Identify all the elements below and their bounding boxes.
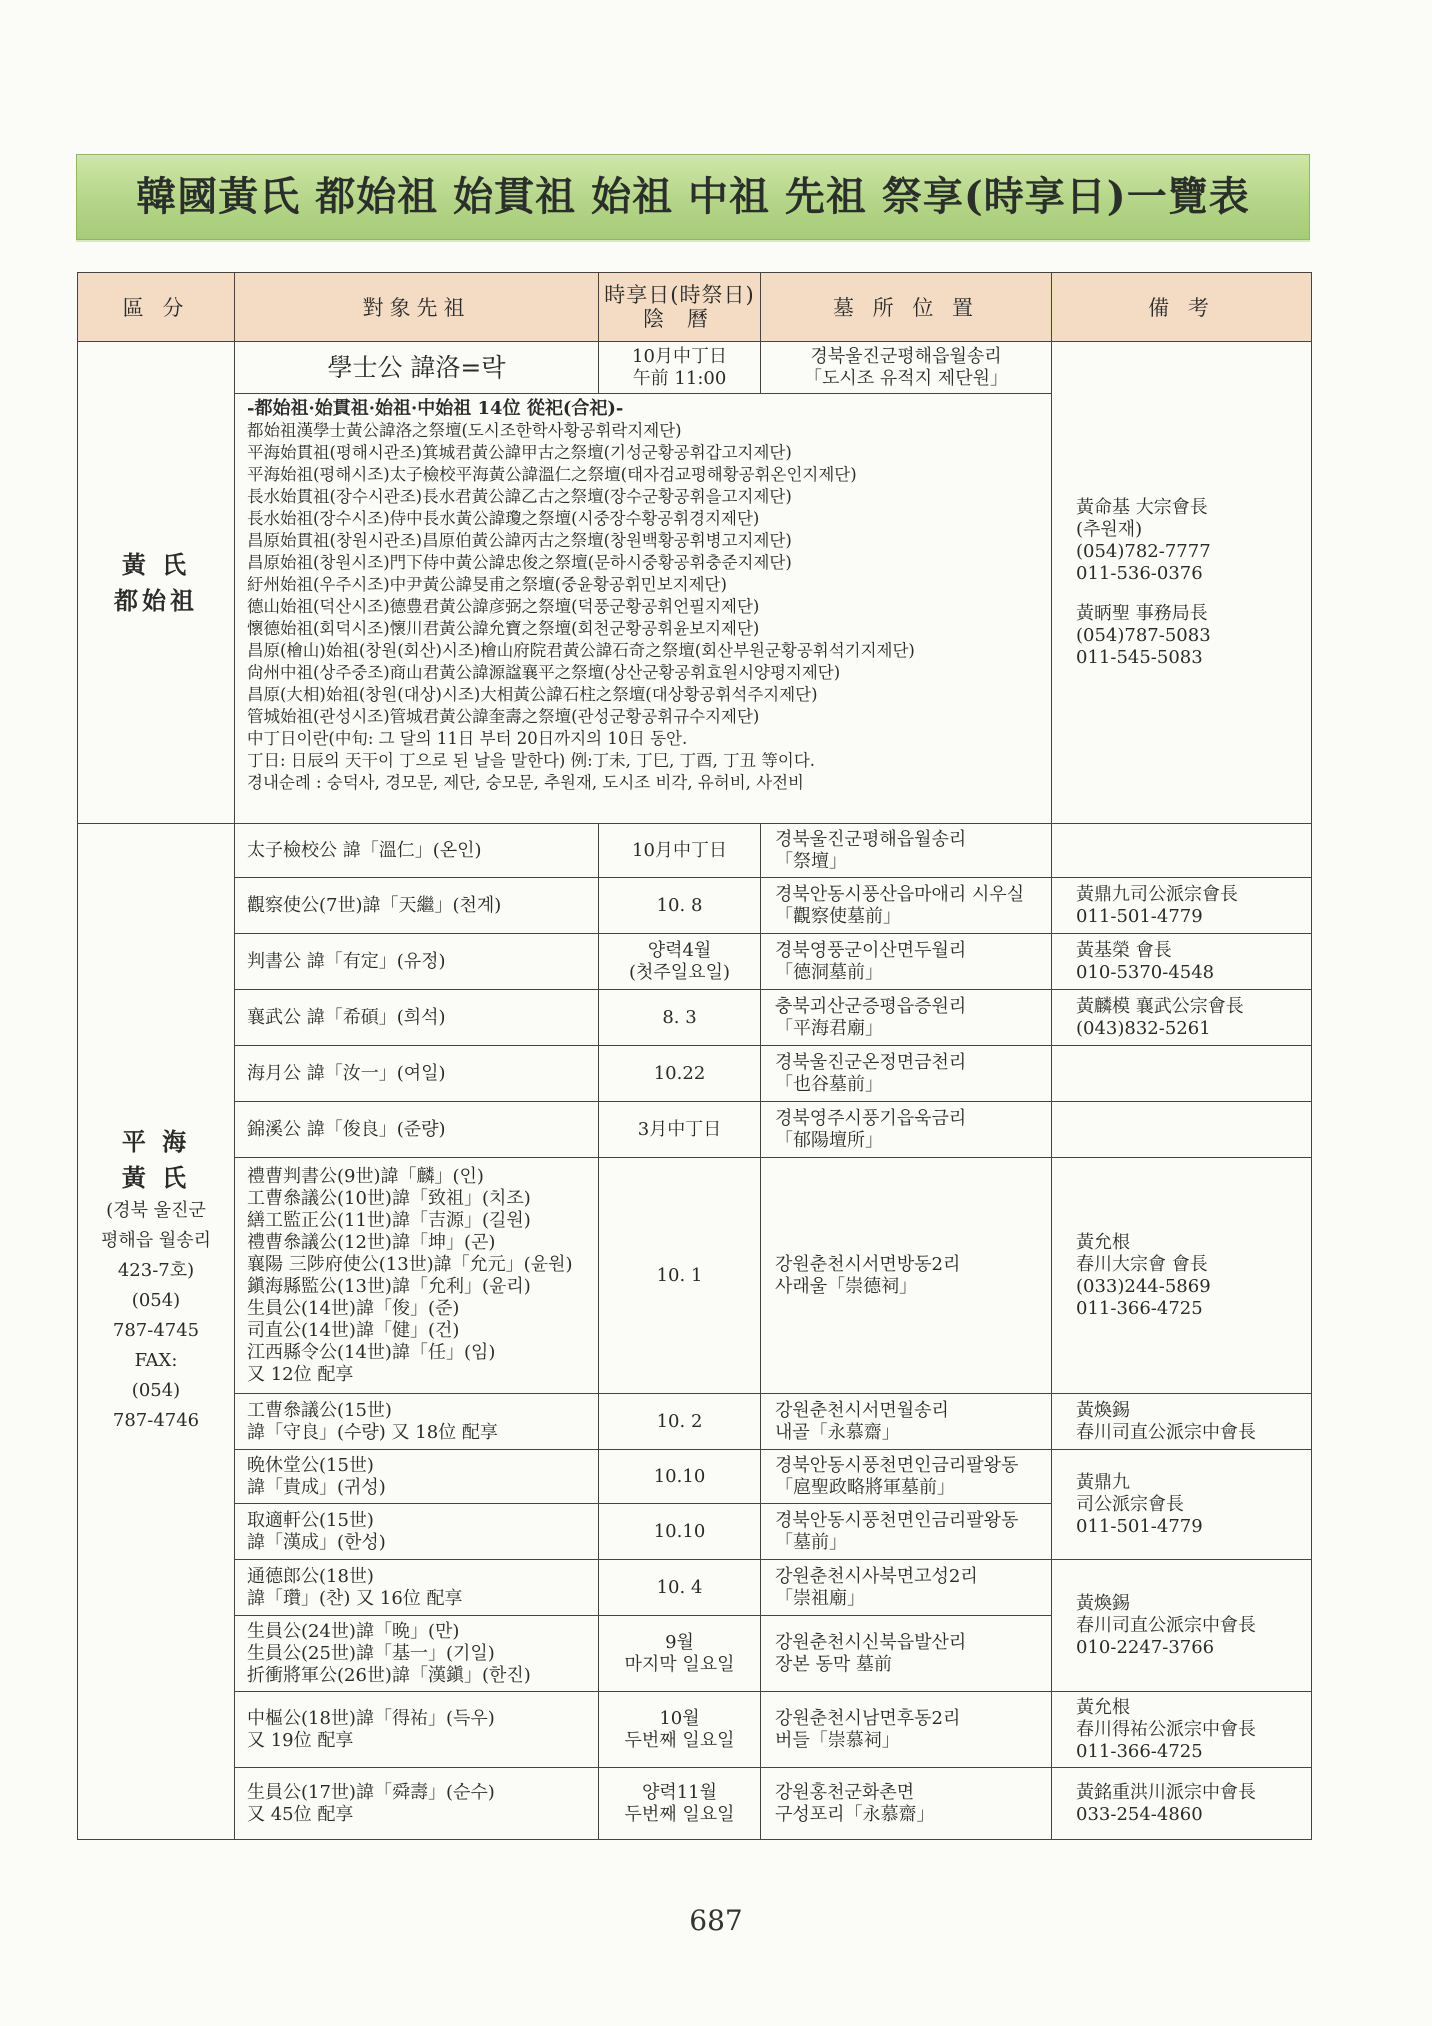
note-line: 中丁日이란(中旬: 그 달의 11日 부터 20日까지의 10日 동안. xyxy=(247,729,688,748)
row-location-line: 경북영풍군이산면두월리 xyxy=(775,939,967,961)
list-item: 都始祖漢學士黃公諱洛之祭壇(도시조한학사황공휘락지제단) xyxy=(247,421,682,440)
row-location-line: 「扈聖政略將軍墓前」 xyxy=(775,1476,955,1498)
row-location-line: 사래울「崇德祠」 xyxy=(775,1275,918,1297)
section-pyeonghae-address: (경북 울진군 xyxy=(106,1200,206,1221)
row-ancestor xyxy=(235,1394,599,1450)
row-location xyxy=(761,990,1052,1046)
row-location-line: 내골「永慕齋」 xyxy=(775,1421,900,1443)
row-location-line: 경북안동시풍산읍마애리 시우실 xyxy=(775,883,1025,905)
row-remarks-line: 黃允根 xyxy=(1076,1231,1130,1253)
row-location-line: 「郁陽壇所」 xyxy=(775,1129,883,1151)
row-remarks xyxy=(1052,878,1312,934)
row-remarks xyxy=(1052,1158,1312,1394)
row-ancestor-line: 生員公(14世)諱「俊」(준) xyxy=(247,1297,460,1319)
row-location-line: 강원춘천시신북읍발산리 xyxy=(775,1631,967,1653)
list-item: 平海始祖(평해시조)太子檢校平海黃公諱溫仁之祭壇(태자검교평해황공휘온인지제단) xyxy=(247,465,857,484)
header-location: 墓 所 位 置 xyxy=(761,273,1052,342)
hwang-row1-ancestor: 學士公 諱洛=락 xyxy=(235,342,599,394)
hwang-remarks-p2-mobile: 011-545-5083 xyxy=(1076,646,1203,668)
row-date-line: 10. 8 xyxy=(656,894,703,916)
row-location-line: 「崇祖廟」 xyxy=(775,1587,865,1609)
row-ancestor xyxy=(235,878,599,934)
row-ancestor-line: 禮曹叅議公(12世)諱「坤」(곤) xyxy=(247,1231,496,1253)
row-ancestor-line: 折衝將軍公(26世)諱「漢鎭」(한진) xyxy=(247,1664,531,1686)
hwang-row1-location xyxy=(761,342,1052,394)
row-ancestor-line: 又 12位 配享 xyxy=(247,1363,354,1385)
row-remarks-line: 黃煥錫 xyxy=(1076,1399,1130,1421)
row-location-line: 「觀察使墓前」 xyxy=(775,905,901,927)
section-pyeonghae-title: 黃 氏 xyxy=(121,1163,191,1192)
row-ancestor xyxy=(235,1692,599,1768)
header-row xyxy=(78,273,1312,342)
row-date-line: 10월 xyxy=(659,1707,700,1729)
row-remarks xyxy=(1052,1692,1312,1768)
row-ancestor-line: 通德郎公(18世) xyxy=(247,1565,374,1587)
row-date-line: 양력4월 xyxy=(647,939,712,961)
row-ancestor-line: 中樞公(18世)諱「得祐」(득우) xyxy=(247,1707,495,1729)
row-location xyxy=(761,1616,1052,1692)
list-item: 紆州始祖(우주시조)中尹黃公諱旻甫之祭壇(중윤황공휘민보지제단) xyxy=(247,575,727,594)
row-location-line: 「德洞墓前」 xyxy=(775,961,883,983)
row-location-line: 「平海君廟」 xyxy=(775,1017,883,1039)
hwang-row-main xyxy=(78,342,1312,394)
list-item: 德山始祖(덕산시조)德豊君黃公諱彦弼之祭壇(덕풍군황공휘언필지제단) xyxy=(247,597,760,616)
row-date-line: 3月中丁日 xyxy=(637,1118,722,1140)
row-date-line: 10. 1 xyxy=(656,1264,703,1286)
row-ancestor-line: 錦溪公 諱「俊良」(준량) xyxy=(247,1118,446,1140)
hwang-row1-date-l1: 10月中丁日 xyxy=(632,345,727,367)
row-date-line: (첫주일요일) xyxy=(629,961,730,983)
row-location-line: 구성포리「永慕齋」 xyxy=(775,1803,935,1825)
row-date-line: 10.10 xyxy=(653,1520,706,1542)
row-remarks xyxy=(1052,1560,1312,1692)
row-date-line: 10.10 xyxy=(653,1465,706,1487)
list-item: 管城始祖(관성시조)管城君黃公諱奎壽之祭壇(관성군황공휘규수지제단) xyxy=(247,707,760,726)
section-pyeonghae-address: (054) xyxy=(131,1290,181,1311)
row-ancestor-line: 禮曹判書公(9世)諱「麟」(인) xyxy=(247,1165,484,1187)
row-ancestor-line: 鎭海縣監公(13世)諱「允利」(윤리) xyxy=(247,1275,531,1297)
row-date xyxy=(599,934,761,990)
list-item: 長水始祖(장수시조)侍中長水黃公諱瓊之祭壇(시중장수황공휘경지제단) xyxy=(247,509,760,528)
list-item: 尙州中祖(상주중조)商山君黃公諱源諡襄平之祭壇(상산군황공휘효원시양평지제단) xyxy=(247,663,841,682)
row-remarks-line: 黃鼎九 xyxy=(1076,1471,1130,1493)
section-hwang-l1: 黃 氏 xyxy=(121,549,191,579)
section-pyeonghae-address: (054) xyxy=(131,1380,181,1401)
header-date xyxy=(599,273,761,342)
row-ancestor-line: 生員公(25世)諱「基一」(기일) xyxy=(247,1642,495,1664)
row-ancestor-line: 又 45位 配享 xyxy=(247,1803,354,1825)
table-row xyxy=(78,1768,1312,1840)
row-location-line: 「也谷墓前」 xyxy=(775,1073,883,1095)
row-date xyxy=(599,1504,761,1560)
table-row xyxy=(78,824,1312,878)
title-banner xyxy=(76,154,1310,240)
row-location-line: 강원홍천군화촌면 xyxy=(775,1781,915,1803)
table-row xyxy=(78,1692,1312,1768)
section-hwang xyxy=(78,342,235,824)
row-remarks-line: 春川大宗會 會長 xyxy=(1076,1253,1208,1275)
row-date xyxy=(599,1046,761,1102)
row-location xyxy=(761,1768,1052,1840)
row-remarks xyxy=(1052,824,1312,878)
list-item: 昌原始貫祖(창원시관조)昌原伯黃公諱丙古之祭壇(창원백황공휘병고지제단) xyxy=(247,531,792,550)
row-ancestor xyxy=(235,1768,599,1840)
hwang-row1-loc-l2: 「도시조 유적지 제단원」 xyxy=(804,367,1008,389)
row-date-line: 두번째 일요일 xyxy=(624,1729,735,1751)
pyeonghae-section xyxy=(78,824,1312,1840)
row-remarks-line: 黃煥錫 xyxy=(1076,1592,1130,1614)
section-pyeonghae xyxy=(78,824,235,1840)
row-remarks xyxy=(1052,1394,1312,1450)
ritual-table xyxy=(77,272,1312,1840)
row-location-line: 경북영주시풍기읍욱금리 xyxy=(775,1107,967,1129)
row-date xyxy=(599,990,761,1046)
hwang-remarks-p2: 黃昞聖 事務局長 xyxy=(1076,602,1208,624)
page-number: 687 xyxy=(689,1904,743,1937)
row-date xyxy=(599,1102,761,1158)
table-row xyxy=(78,934,1312,990)
hwang-row1-date-l2: 午前 11:00 xyxy=(632,367,727,389)
list-item: 懷德始祖(회덕시조)懷川君黃公諱允寶之祭壇(회천군황공휘윤보지제단) xyxy=(247,619,760,638)
row-date xyxy=(599,878,761,934)
row-ancestor-line: 工曹叅議公(10世)諱「致祖」(치조) xyxy=(247,1187,531,1209)
row-date-line: 마지막 일요일 xyxy=(624,1653,735,1675)
section-pyeonghae-address: 787-4746 xyxy=(112,1410,200,1431)
row-ancestor xyxy=(235,824,599,878)
row-location-line: 경북안동시풍천면인금리팔왕동 xyxy=(775,1509,1019,1531)
row-ancestor-line: 繕工監正公(11世)諱「吉源」(길원) xyxy=(247,1209,531,1231)
row-location-line: 강원춘천시사북면고성2리 xyxy=(775,1565,978,1587)
hwang-remarks-p1-mobile: 011-536-0376 xyxy=(1076,562,1203,584)
row-remarks xyxy=(1052,1450,1312,1560)
row-remarks xyxy=(1052,990,1312,1046)
page-title: 韓國黃氏 都始祖 始貫祖 始祖 中祖 先祖 祭享(時享日)一覽表 xyxy=(136,173,1250,220)
row-remarks-line: 010-5370-4548 xyxy=(1076,961,1215,983)
row-ancestor-line: 司直公(14世)諱「健」(건) xyxy=(247,1319,460,1341)
note-line: 丁日: 日辰의 天干이 丁으로 된 날을 말한다) 例:丁未, 丁巳, 丁酉, 丁丑 等이다. xyxy=(247,751,815,770)
row-ancestor-line: 襄武公 諱「希碩」(희석) xyxy=(247,1006,446,1028)
row-remarks-line: 黃允根 xyxy=(1076,1696,1130,1718)
row-remarks-line: (033)244-5869 xyxy=(1076,1275,1211,1297)
row-location xyxy=(761,1504,1052,1560)
row-ancestor-line: 觀察使公(7世)諱「天繼」(천계) xyxy=(247,894,502,916)
row-remarks-line: 春川司直公派宗中會長 xyxy=(1076,1421,1256,1443)
row-remarks-line: 黃鼎九司公派宗會長 xyxy=(1076,883,1238,905)
header-remarks: 備 考 xyxy=(1052,273,1312,342)
row-ancestor-line: 生員公(17世)諱「舜壽」(순수) xyxy=(247,1781,495,1803)
row-date xyxy=(599,824,761,878)
row-date xyxy=(599,1768,761,1840)
row-ancestor-line: 工曹叅議公(15世) xyxy=(247,1399,392,1421)
row-ancestor xyxy=(235,934,599,990)
row-location xyxy=(761,1394,1052,1450)
note-line: 경내순례 : 숭덕사, 경모문, 제단, 숭모문, 추원재, 도시조 비각, 유허비, 사전비 xyxy=(247,773,804,792)
row-remarks-line: 春川得祐公派宗中會長 xyxy=(1076,1718,1256,1740)
row-date xyxy=(599,1616,761,1692)
row-remarks-line: 黃麟模 襄武公宗會長 xyxy=(1076,995,1244,1017)
row-location xyxy=(761,1046,1052,1102)
section-pyeonghae-address: FAX: xyxy=(134,1350,178,1371)
hwang-remarks xyxy=(1052,342,1312,824)
table-row xyxy=(78,1046,1312,1102)
row-location xyxy=(761,1450,1052,1504)
row-location-line: 강원춘천시서면월송리 xyxy=(775,1399,949,1421)
table-row xyxy=(78,1102,1312,1158)
row-date xyxy=(599,1450,761,1504)
row-location-line: 「祭壇」 xyxy=(775,850,847,872)
row-remarks-line: 010-2247-3766 xyxy=(1076,1636,1215,1658)
row-date xyxy=(599,1692,761,1768)
section-pyeonghae-address: 787-4745 xyxy=(112,1320,200,1341)
row-ancestor xyxy=(235,1560,599,1616)
row-location-line: 장본 동막 墓前 xyxy=(775,1653,892,1675)
list-item: 昌原始祖(창원시조)門下侍中黃公諱忠俊之祭壇(문하시중황공휘충준지제단) xyxy=(247,553,792,572)
table-row xyxy=(78,990,1312,1046)
row-date-line: 두번째 일요일 xyxy=(624,1803,735,1825)
row-location xyxy=(761,824,1052,878)
list-item: 昌原(大相)始祖(창원(대상)시조)大相黃公諱石柱之祭壇(대상황공휘석주지제단) xyxy=(247,685,818,704)
row-date-line: 8. 3 xyxy=(662,1006,697,1028)
hwang-row1-loc-l1: 경북울진군평해읍월송리 xyxy=(810,345,1002,367)
row-date-line: 10. 2 xyxy=(656,1410,703,1432)
row-remarks-line: 司公派宗會長 xyxy=(1076,1493,1184,1515)
row-ancestor-line: 諱「貴成」(귀성) xyxy=(247,1476,386,1498)
row-location xyxy=(761,1102,1052,1158)
row-date-line: 9월 xyxy=(665,1631,694,1653)
row-date-line: 10.22 xyxy=(653,1062,706,1084)
row-location-line: 경북안동시풍천면인금리팔왕동 xyxy=(775,1454,1019,1476)
row-ancestor-line: 取適軒公(15世) xyxy=(247,1509,374,1531)
row-remarks-line: 黃銘重洪川派宗中會長 xyxy=(1076,1781,1256,1803)
row-ancestor-line: 江西縣令公(14世)諱「任」(임) xyxy=(247,1341,496,1363)
row-date-line: 10. 4 xyxy=(656,1576,703,1598)
row-date xyxy=(599,1394,761,1450)
section-pyeonghae-address: 평해읍 월송리 xyxy=(100,1230,212,1251)
hwang-remarks-p1-tel: (054)782-7777 xyxy=(1076,540,1211,562)
row-ancestor-line: 太子檢校公 諱「溫仁」(온인) xyxy=(247,839,482,861)
header-date-line2: 陰 曆 xyxy=(643,307,716,331)
row-location xyxy=(761,934,1052,990)
header-ancestor: 對象先祖 xyxy=(235,273,599,342)
row-remarks xyxy=(1052,934,1312,990)
row-location-line: 「墓前」 xyxy=(775,1531,847,1553)
row-location xyxy=(761,1560,1052,1616)
row-ancestor-line: 生員公(24世)諱「晩」(만) xyxy=(247,1620,460,1642)
row-ancestor-line: 諱「瓚」(찬) 又 16位 配享 xyxy=(247,1587,463,1609)
row-date-line: 양력11월 xyxy=(641,1781,718,1803)
hwang-row1-date xyxy=(599,342,761,394)
row-remarks xyxy=(1052,1102,1312,1158)
row-ancestor-line: 海月公 諱「汝一」(여일) xyxy=(247,1062,446,1084)
list-item: 昌原(檜山)始祖(창원(회산)시조)檜山府院君黃公諱石奇之祭壇(회산부원군황공휘석기지제단) xyxy=(247,641,915,660)
table-row xyxy=(78,1158,1312,1394)
table-row xyxy=(78,878,1312,934)
row-location-line: 버들「崇慕祠」 xyxy=(775,1729,900,1751)
table-row xyxy=(78,1560,1312,1616)
hwang-remarks-p2-tel: (054)787-5083 xyxy=(1076,624,1211,646)
row-date-line: 10月中丁日 xyxy=(632,839,727,861)
row-remarks-line: 春川司直公派宗中會長 xyxy=(1076,1614,1256,1636)
row-ancestor-line: 諱「漢成」(한성) xyxy=(247,1531,386,1553)
section-pyeonghae-address: 423-7호) xyxy=(117,1260,195,1281)
hwang-remarks-p1-role: (추원재) xyxy=(1076,518,1143,540)
list-item: 長水始貫祖(장수시관조)長水君黃公諱乙古之祭壇(장수군황공휘을고지제단) xyxy=(247,487,792,506)
row-remarks-line: 033-254-4860 xyxy=(1076,1803,1203,1825)
row-ancestor xyxy=(235,990,599,1046)
row-ancestor-line: 判書公 諱「有定」(유정) xyxy=(247,950,446,972)
list-header: -都始祖·始貫祖·始祖·中始祖 14位 從祀(合祀)- xyxy=(247,398,624,419)
section-pyeonghae-title: 平 海 xyxy=(121,1127,191,1156)
row-remarks-line: 011-501-4779 xyxy=(1076,905,1203,927)
row-location-line: 강원춘천시서면방동2리 xyxy=(775,1253,961,1275)
table-row xyxy=(78,1394,1312,1450)
row-location-line: 경북울진군평해읍월송리 xyxy=(775,828,967,850)
row-ancestor-line: 諱「守良」(수량) 又 18位 配享 xyxy=(247,1421,498,1443)
row-ancestor-line: 又 19位 配享 xyxy=(247,1729,354,1751)
row-remarks-line: (043)832-5261 xyxy=(1076,1017,1211,1039)
row-ancestor xyxy=(235,1616,599,1692)
hwang-shrine-list xyxy=(235,394,1052,824)
row-location xyxy=(761,1158,1052,1394)
section-hwang-l2: 都始祖 xyxy=(114,585,198,615)
header-date-line1: 時享日(時祭日) xyxy=(604,283,755,307)
row-location-line: 강원춘천시남면후동2리 xyxy=(775,1707,961,1729)
row-ancestor-line: 晩休堂公(15世) xyxy=(247,1454,374,1476)
row-ancestor xyxy=(235,1102,599,1158)
row-ancestor-line: 襄陽 三陟府使公(13世)諱「允元」(윤원) xyxy=(247,1253,573,1275)
table-row xyxy=(78,1450,1312,1504)
row-date xyxy=(599,1158,761,1394)
row-remarks-line: 011-366-4725 xyxy=(1076,1297,1203,1319)
hwang-remarks-p1: 黃命基 大宗會長 xyxy=(1076,496,1208,518)
row-date xyxy=(599,1560,761,1616)
row-ancestor xyxy=(235,1158,599,1394)
row-ancestor xyxy=(235,1046,599,1102)
row-remarks-line: 黃基榮 會長 xyxy=(1076,939,1172,961)
header-division: 區 分 xyxy=(78,273,235,342)
row-location-line: 충북괴산군증평읍증원리 xyxy=(775,995,967,1017)
row-location-line: 경북울진군온정면금천리 xyxy=(775,1051,967,1073)
list-item: 平海始貫祖(평해시관조)箕城君黃公諱甲古之祭壇(기성군황공휘갑고지제단) xyxy=(247,443,792,462)
row-location xyxy=(761,878,1052,934)
row-location xyxy=(761,1692,1052,1768)
row-remarks-line: 011-366-4725 xyxy=(1076,1740,1203,1762)
row-ancestor xyxy=(235,1504,599,1560)
row-remarks xyxy=(1052,1046,1312,1102)
row-ancestor xyxy=(235,1450,599,1504)
row-remarks-line: 011-501-4779 xyxy=(1076,1515,1203,1537)
row-remarks xyxy=(1052,1768,1312,1840)
